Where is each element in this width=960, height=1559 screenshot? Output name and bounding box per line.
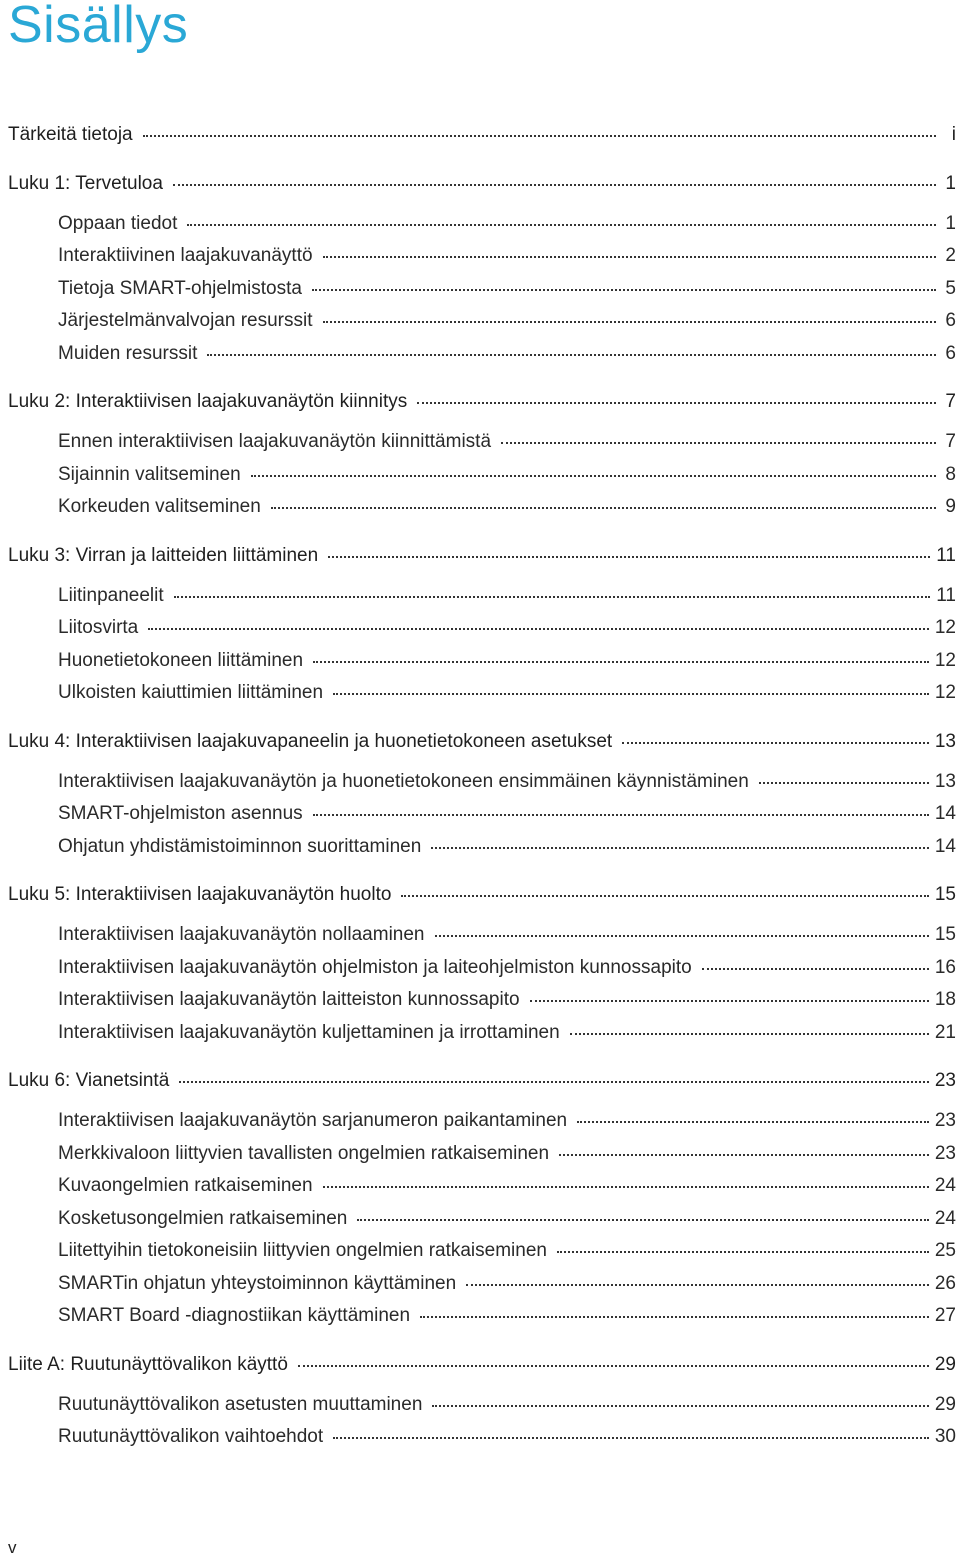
toc-section-entry[interactable] xyxy=(58,803,956,833)
dot-leader xyxy=(271,507,936,509)
dot-leader xyxy=(401,895,928,897)
toc-entry-label: Ulkoisten kaiuttimien liittäminen xyxy=(58,682,324,703)
page-title: Sisällys xyxy=(8,0,189,54)
toc-section-entry[interactable] xyxy=(58,1273,956,1303)
dot-leader xyxy=(559,1154,929,1156)
toc-entry-page: 24 xyxy=(934,1207,956,1229)
toc-entry-page: 15 xyxy=(934,884,956,905)
toc-entry-page: 13 xyxy=(934,770,956,792)
toc-entry-page: 6 xyxy=(945,342,956,364)
dot-leader xyxy=(702,968,929,970)
toc-entry-label: Järjestelmänvalvojan resurssit xyxy=(58,310,313,331)
toc-chapter-entry[interactable] xyxy=(8,731,956,761)
toc-entry-page: 18 xyxy=(934,989,956,1010)
dot-leader xyxy=(759,782,929,784)
toc-entry-label: Merkkivaloon liittyvien tavallisten ongelmien ratkaiseminen xyxy=(58,1142,550,1164)
toc-entry-page: 26 xyxy=(934,1272,956,1294)
toc-entry-label: Oppaan tiedot xyxy=(58,212,178,234)
toc-entry-page: 21 xyxy=(934,1021,956,1043)
toc-entry-page: 9 xyxy=(945,496,956,517)
dot-leader xyxy=(431,847,929,849)
toc-entry-label: Ennen interaktiivisen laajakuvanäytön kiinnittämistä xyxy=(58,431,492,452)
toc-section-entry[interactable] xyxy=(58,278,956,308)
toc-entry-page: 5 xyxy=(945,277,956,299)
toc-entry-page: 27 xyxy=(934,1305,956,1326)
dot-leader xyxy=(179,1081,929,1083)
dot-leader xyxy=(333,1437,929,1439)
toc-section-entry[interactable] xyxy=(58,957,956,987)
dot-leader xyxy=(622,742,929,744)
dot-leader xyxy=(570,1033,929,1035)
toc-chapter-entry[interactable] xyxy=(8,173,956,203)
toc-section-entry[interactable] xyxy=(58,213,956,243)
dot-leader xyxy=(432,1405,928,1407)
toc-entry-page: 25 xyxy=(934,1240,956,1261)
toc-section-entry[interactable] xyxy=(58,1240,956,1270)
dot-leader xyxy=(251,475,936,477)
dot-leader xyxy=(148,628,929,630)
toc-entry-label: Ruutunäyttövalikon asetusten muuttaminen xyxy=(58,1393,423,1415)
toc-entry-label: Interaktiivisen laajakuvanäytön kuljettaminen ja irrottaminen xyxy=(58,1021,560,1043)
dot-leader xyxy=(313,661,929,663)
toc-section-entry[interactable] xyxy=(58,989,956,1019)
toc-entry-page: 23 xyxy=(934,1070,956,1091)
toc-entry-page: 2 xyxy=(945,245,956,266)
toc-entry-page: 24 xyxy=(934,1175,956,1196)
toc-entry-label: SMART Board -diagnostiikan käyttäminen xyxy=(58,1305,411,1326)
toc-entry-label: Interaktiivisen laajakuvanäytön ohjelmiston ja laiteohjelmiston kunnossapito xyxy=(58,956,692,978)
toc-chapter-entry[interactable] xyxy=(8,884,956,914)
toc-entry-label: Kosketusongelmien ratkaiseminen xyxy=(58,1207,348,1229)
dot-leader xyxy=(557,1251,929,1253)
toc-entry-label: Interaktiivisen laajakuvanäytön laitteiston kunnossapito xyxy=(58,989,520,1010)
dot-leader xyxy=(312,289,936,291)
toc-entry-label: Liitinpaneelit xyxy=(58,584,164,606)
toc-entry-label: Tärkeitä tietoja xyxy=(8,124,133,145)
toc-section-entry[interactable] xyxy=(58,431,956,461)
toc-section-entry[interactable] xyxy=(58,343,956,373)
toc-entry-label: Interaktiivinen laajakuvanäyttö xyxy=(58,245,313,266)
dot-leader xyxy=(530,1000,929,1002)
dot-leader xyxy=(435,935,929,937)
page-number: v xyxy=(8,1538,17,1557)
toc-entry-label: Luku 4: Interaktiivisen laajakuvapaneelin ja huonetietokoneen asetukset xyxy=(8,730,613,752)
toc-entry-label: Luku 2: Interaktiivisen laajakuvanäytön kiinnitys xyxy=(8,391,408,412)
toc-entry-page: 29 xyxy=(934,1353,956,1375)
toc-entry-label: Luku 6: Vianetsintä xyxy=(8,1070,170,1091)
dot-leader xyxy=(323,321,937,323)
toc-entry-label: SMARTin ohjatun yhteystoiminnon käyttäminen xyxy=(58,1272,457,1294)
toc-entry-page: 1 xyxy=(945,172,956,194)
toc-entry-page: 12 xyxy=(934,617,956,638)
toc-chapter-entry[interactable] xyxy=(8,545,956,575)
toc-entry-label: Luku 5: Interaktiivisen laajakuvanäytön huolto xyxy=(8,884,392,905)
toc-entry-page: 15 xyxy=(934,924,956,945)
toc-entry-page: 16 xyxy=(934,956,956,978)
toc-entry-page: 11 xyxy=(936,584,956,606)
dot-leader xyxy=(501,442,936,444)
toc-section-entry[interactable] xyxy=(58,771,956,801)
toc-section-entry[interactable] xyxy=(58,464,956,494)
toc-entry-page: 6 xyxy=(945,310,956,331)
dot-leader xyxy=(187,224,936,226)
dot-leader xyxy=(323,1186,929,1188)
dot-leader xyxy=(174,596,931,598)
toc-entry-label: Liitettyihin tietokoneisiin liittyvien ongelmien ratkaiseminen xyxy=(58,1240,547,1261)
toc-entry-page: 23 xyxy=(934,1142,956,1164)
toc-section-entry[interactable] xyxy=(58,496,956,526)
toc-entry-label: Korkeuden valitseminen xyxy=(58,496,261,517)
toc-entry-page: 23 xyxy=(934,1110,956,1131)
toc-entry-label: SMART-ohjelmiston asennus xyxy=(58,803,303,824)
toc-section-entry[interactable] xyxy=(58,1426,956,1456)
toc-section-entry[interactable] xyxy=(58,836,956,866)
toc-section-entry[interactable] xyxy=(58,1305,956,1335)
dot-leader xyxy=(207,354,936,356)
toc-chapter-entry[interactable] xyxy=(8,1354,956,1384)
toc-entry-label: Kuvaongelmien ratkaiseminen xyxy=(58,1175,313,1196)
toc-entry-label: Liite A: Ruutunäyttövalikon käyttö xyxy=(8,1353,288,1375)
toc-section-entry[interactable] xyxy=(58,1208,956,1238)
toc-chapter-entry[interactable] xyxy=(8,124,956,154)
dot-leader xyxy=(417,402,936,404)
toc-entry-page: 11 xyxy=(936,544,956,566)
toc-section-entry[interactable] xyxy=(58,1175,956,1205)
toc-entry-page: 13 xyxy=(934,730,956,752)
toc-entry-label: Sijainnin valitseminen xyxy=(58,463,241,485)
toc-entry-label: Interaktiivisen laajakuvanäytön nollaaminen xyxy=(58,924,425,945)
toc-entry-label: Huonetietokoneen liittäminen xyxy=(58,649,304,671)
toc-entry-page: 12 xyxy=(934,649,956,671)
toc-entry-label: Ohjatun yhdistämistoiminnon suorittaminen xyxy=(58,835,422,857)
dot-leader xyxy=(328,556,930,558)
toc-entry-page: 7 xyxy=(945,391,956,412)
toc-section-entry[interactable] xyxy=(58,650,956,680)
toc-entry-label: Ruutunäyttövalikon vaihtoehdot xyxy=(58,1426,324,1447)
toc-entry-label: Tietoja SMART-ohjelmistosta xyxy=(58,277,302,299)
toc-entry-page: 14 xyxy=(934,803,956,824)
toc-entry-page: i xyxy=(951,124,956,145)
dot-leader xyxy=(577,1121,929,1123)
toc-entry-label: Luku 1: Tervetuloa xyxy=(8,172,163,194)
toc-entry-label: Muiden resurssit xyxy=(58,342,198,364)
toc-section-entry[interactable] xyxy=(58,310,956,340)
toc-section-entry[interactable] xyxy=(58,1110,956,1140)
toc-entry-page: 29 xyxy=(934,1393,956,1415)
toc-section-entry[interactable] xyxy=(58,1022,956,1052)
toc-chapter-entry[interactable] xyxy=(8,391,956,421)
toc-entry-page: 7 xyxy=(945,431,956,452)
dot-leader xyxy=(313,814,929,816)
toc-section-entry[interactable] xyxy=(58,924,956,954)
toc-entry-label: Liitosvirta xyxy=(58,617,139,638)
dot-leader xyxy=(357,1219,928,1221)
toc-entry-page: 12 xyxy=(934,682,956,703)
dot-leader xyxy=(323,256,936,258)
toc-section-entry[interactable] xyxy=(58,585,956,615)
dot-leader xyxy=(298,1365,929,1367)
dot-leader xyxy=(173,184,936,186)
toc-entry-label: Interaktiivisen laajakuvanäytön ja huonetietokoneen ensimmäinen käynnistäminen xyxy=(58,770,749,792)
toc-section-entry[interactable] xyxy=(58,682,956,712)
toc-entry-page: 1 xyxy=(945,212,956,234)
toc-entry-label: Luku 3: Virran ja laitteiden liittäminen xyxy=(8,544,319,566)
toc-entry-page: 14 xyxy=(934,835,956,857)
dot-leader xyxy=(143,135,936,137)
toc-chapter-entry[interactable] xyxy=(8,1070,956,1100)
dot-leader xyxy=(420,1316,929,1318)
dot-leader xyxy=(466,1284,929,1286)
dot-leader xyxy=(333,693,929,695)
toc-entry-page: 30 xyxy=(934,1426,956,1447)
toc-section-entry[interactable] xyxy=(58,245,956,275)
toc-entry-label: Interaktiivisen laajakuvanäytön sarjanumeron paikantaminen xyxy=(58,1110,568,1131)
toc-section-entry[interactable] xyxy=(58,617,956,647)
toc-section-entry[interactable] xyxy=(58,1143,956,1173)
toc-entry-page: 8 xyxy=(945,463,956,485)
toc-section-entry[interactable] xyxy=(58,1394,956,1424)
